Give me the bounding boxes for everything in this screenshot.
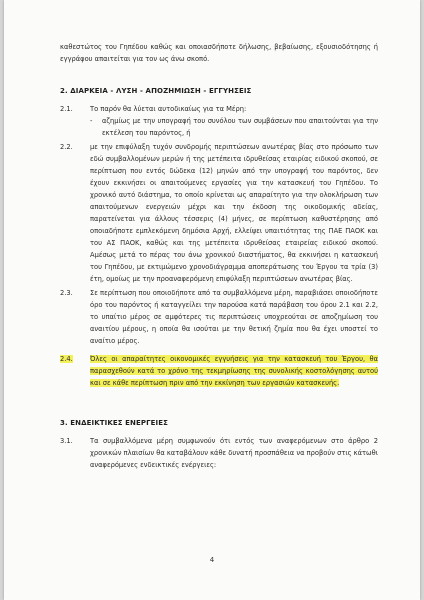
- clause-text: Σε περίπτωση που οποιοδήποτε από τα συμβαλλόμενα μέρη, παραβιάσει οποιοδήποτε όρο του παρόντος ή καταγγείλει την παρούσα κατά παράβαση του όρου 2.1 και 2.2, το υπαίτιο μέρος σε αμφότερες τις περιπτώσεις υποχρεούται σε αποζημίωση του αναιτίου μέρους, η οποία θα ισούται με την θετική ζημία που θα έχει υποστεί το αναίτιο μέρος.: [90, 289, 378, 345]
- clause-3-1: [60, 435, 378, 471]
- intro-paragraph: καθεστώτος του Γηπέδου καθώς και οποιασδήποτε δήλωσης, βεβαίωσης, εξουσιοδότησης ή εγγράφου απαιτείται για τον ως άνω σκοπό.: [60, 43, 378, 63]
- bullet-dash: -: [90, 117, 93, 125]
- clause-number: 3.1.: [60, 437, 73, 445]
- clause-text-wrap: [90, 353, 378, 389]
- bullet-text: αζημίως με την υπογραφή του συνόλου των συμβάσεων που απαιτούνται για την εκτέλεση του παρόντος, ή: [102, 117, 378, 137]
- clause-number: 2.2.: [60, 143, 73, 151]
- clause-2-1: [60, 103, 378, 115]
- highlighted-clause-text: Όλες οι απαραίτητες οικονομικές εγγυήσεις για την κατασκευή του Έργου, θα παρασχεθούν κατά το χρόνο της τεκμηρίωσης της συνολικής κοστολόγησης αυτού και σε κάθε περίπτωση πριν από την εκκίνηση των εργασιών κατασκευής.: [90, 355, 378, 387]
- clause-2-4: [60, 353, 378, 389]
- page-content: [60, 34, 378, 471]
- clause-text: Το παρόν θα λύεται αυτοδικαίως για τα Μέρη:: [90, 105, 247, 113]
- clause-text: με την επιφύλαξη τυχόν συνδρομής περιπτώσεων ανωτέρας βίας στο πρόσωπο των εδώ συμβαλλομένων μερών ή της μετέπειτα ιδρυθείσας εταιρίας ειδικού σκοπού, σε περίπτωση που εντός δώδεκα (12) μηνών από την υπογραφή του παρόντος, δεν έχουν εκκινήσει οι απαιτούμενες εργασίες για την κατασκευή του Γηπέδου. Το χρονικό αυτό διάστημα, το οποίο κρίνεται ως απαραίτητο για την ολοκλήρωση των απαιτούμενων ενεργειών μέχρι και την έκδοση της οικοδομικής αδείας, παρατείνεται για άλλους τέσσερις (4) μήνες, σε περίπτωση καθυστέρησης από οποιαδήποτε εμπλεκόμενη δημόσια Αρχή, ελλείψει υπαιτιότητας της ΠΑΕ ΠΑΟΚ και του ΑΣ ΠΑΟΚ, καθώς και της μετέπειτα ιδρυθείσας εταιρείας ειδικού σκοπού. Αμέσως μετά το πέρας του άνω χρονικού διαστήματος, θα εκκινήσει η κατασκευή του Γηπέδου, με εκτιμώμενο χρονοδιάγραμμα αποπεράτωσης του Έργου τα τρία (3) έτη, ομοίως με την προαναφερόμενη επιφύλαξη περιπτώσεων ανωτέρας βίας.: [90, 143, 378, 283]
- section-3-heading: 3. ΕΝΔΕΙΚΤΙΚΕΣ ΕΝΕΡΓΕΙΕΣ: [60, 419, 169, 427]
- clause-2-2: [60, 141, 378, 285]
- page-number: 4: [209, 556, 215, 564]
- clause-number-wrap: [60, 353, 90, 389]
- clause-number: 2.3.: [60, 289, 73, 297]
- section-2-heading: 2. ΔΙΑΡΚΕΙΑ - ΛΥΣΗ - ΑΠΟΖΗΜΙΩΣΗ - ΕΓΓΥΗΣΕΙΣ: [60, 87, 252, 95]
- clause-2-1-bullet: [90, 115, 378, 139]
- clause-number: 2.1.: [60, 105, 73, 113]
- document-page: [4, 0, 420, 600]
- clause-2-3: [60, 287, 378, 347]
- clause-number: 2.4.: [60, 355, 73, 363]
- clause-text: Τα συμβαλλόμενα μέρη συμφωνούν ότι εντός των αναφερόμενων στο άρθρο 2 χρονικών πλαισίων θα καταβάλουν κάθε δυνατή προσπάθεια να προβούν στις κάτωθι αναφερόμενες ενδεικτικές ενέργειες:: [90, 437, 378, 469]
